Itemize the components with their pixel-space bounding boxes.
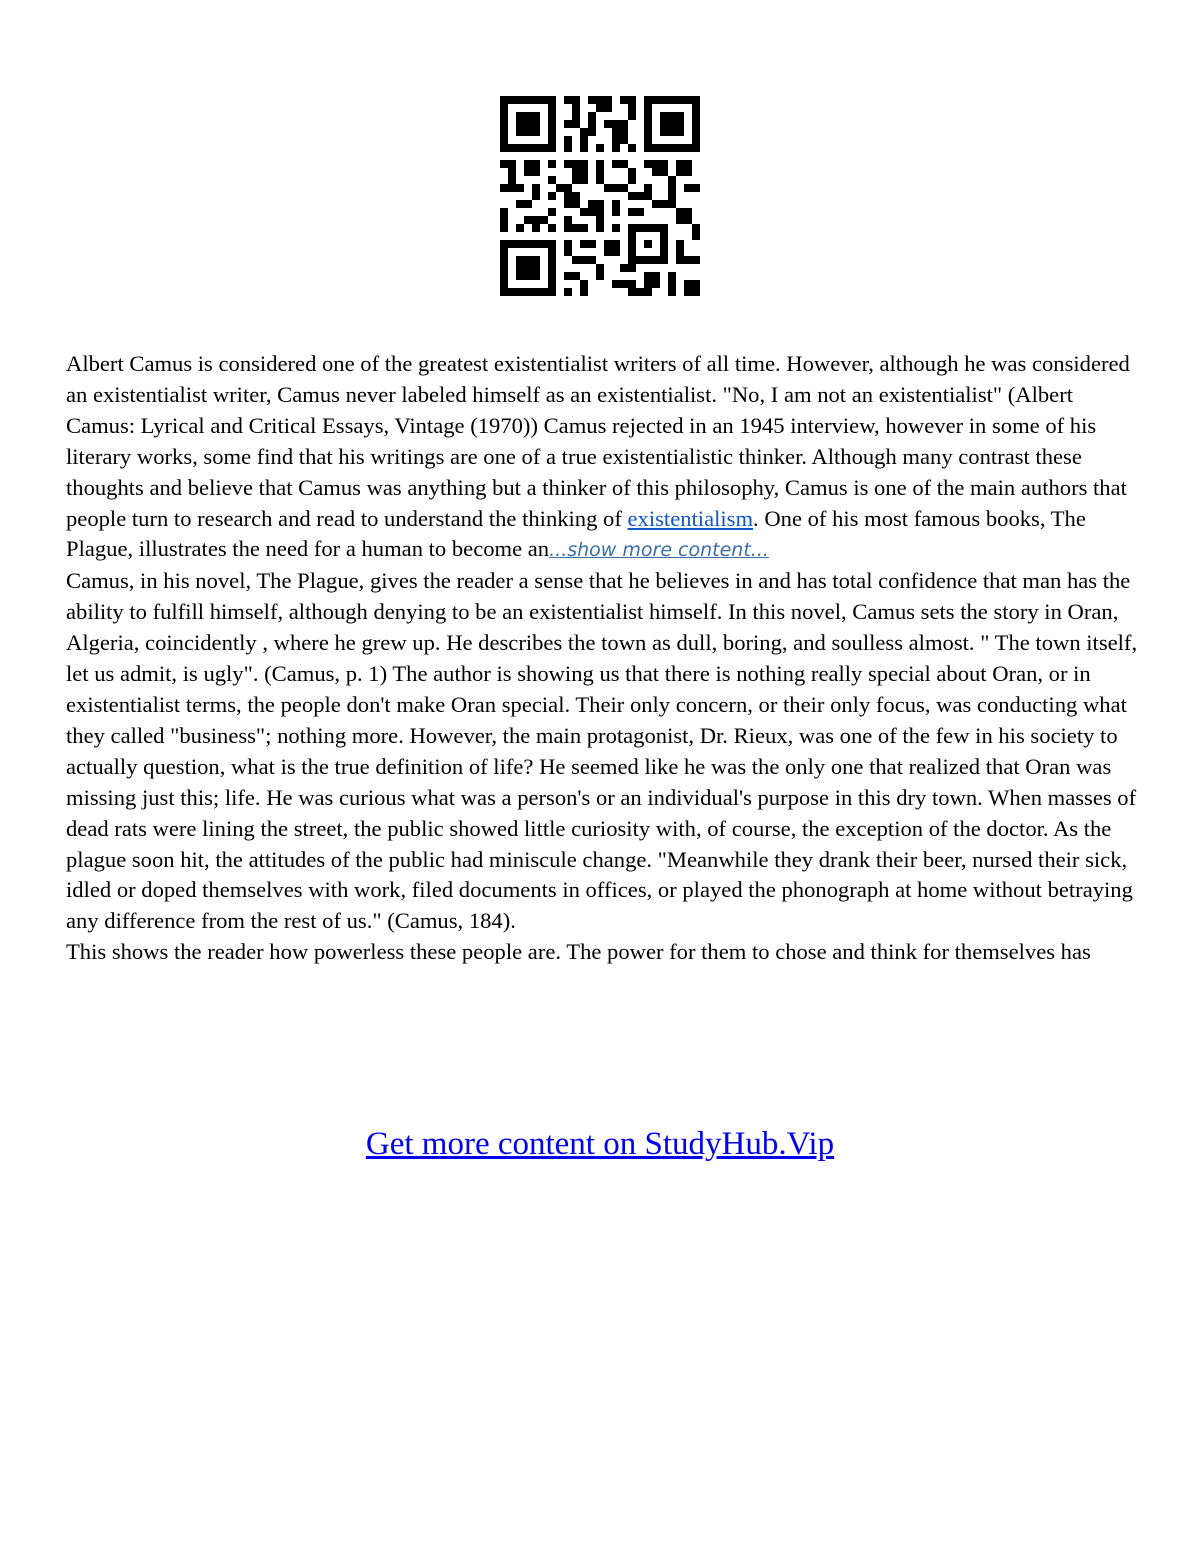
show-more-link[interactable]: ...show more content... — [549, 539, 769, 562]
qr-code-icon — [500, 96, 700, 296]
qr-code — [500, 96, 700, 296]
paragraph-1-after: . One of his most famous books, The Plague, illustrates the need for a human to become an — [66, 505, 1086, 562]
essay-body — [66, 349, 1138, 968]
paragraph-2: Camus, in his novel, The Plague, gives the reader a sense that he believes in and has total confidence that man has the ability to fulfill himself, although denying to be an existentialist himself. In this novel, Camus sets the story in Oran, Algeria, coincidently , where he grew up. He describes the town as dull, boring, and soulless almost. " The town itself, let us admit, is ugly". (Camus, p. 1) The author is showing us that there is nothing really special about Oran, or in existentialist terms, the people don't make Oran special. Their only concern, or their only focus, was conducting what they called "business"; nothing more. However, the main protagonist, Dr. Rieux, was one of the few in his society to actually question, what is the true definition of life? He seemed like he was the only one that realized that Oran was missing just this; life. He was curious what was a person's or an individual's purpose in this dry town. When masses of dead rats were lining the street, the public showed little curiosity with, of course, the exception of the doctor. As the plague soon hit, the attitudes of the public had miniscule change. "Meanwhile they drank their beer, nursed their sick, idled or doped themselves with work, filed documents in offices, or played the phonograph at home without betraying any difference from the rest of us." (Camus, 184). — [66, 568, 1138, 934]
footer — [0, 1124, 1200, 1164]
paragraph-3: This shows the reader how powerless these people are. The power for them to chose and think for themselves has — [66, 939, 1091, 965]
paragraph-1 — [66, 349, 1138, 566]
get-more-content-link[interactable]: Get more content on StudyHub.Vip — [365, 1126, 835, 1162]
paragraph-1-text: Albert Camus is considered one of the greatest existentialist writers of all time. However, although he was considered an existentialist writer, Camus never labeled himself as an existentialist. "No, I am not an existentialist" (Albert Camus: Lyrical and Critical Essays, Vintage (1970)) Camus rejected in an 1945 interview, however in some of his literary works, some find that his writings are one of a true existentialistic thinker. Although many contrast these thoughts and believe that Camus was anything but a thinker of this philosophy, Camus is one of the main authors that people turn to research and read to understand the thinking of — [66, 351, 1130, 531]
existentialism-link[interactable]: existentialism — [627, 505, 754, 531]
